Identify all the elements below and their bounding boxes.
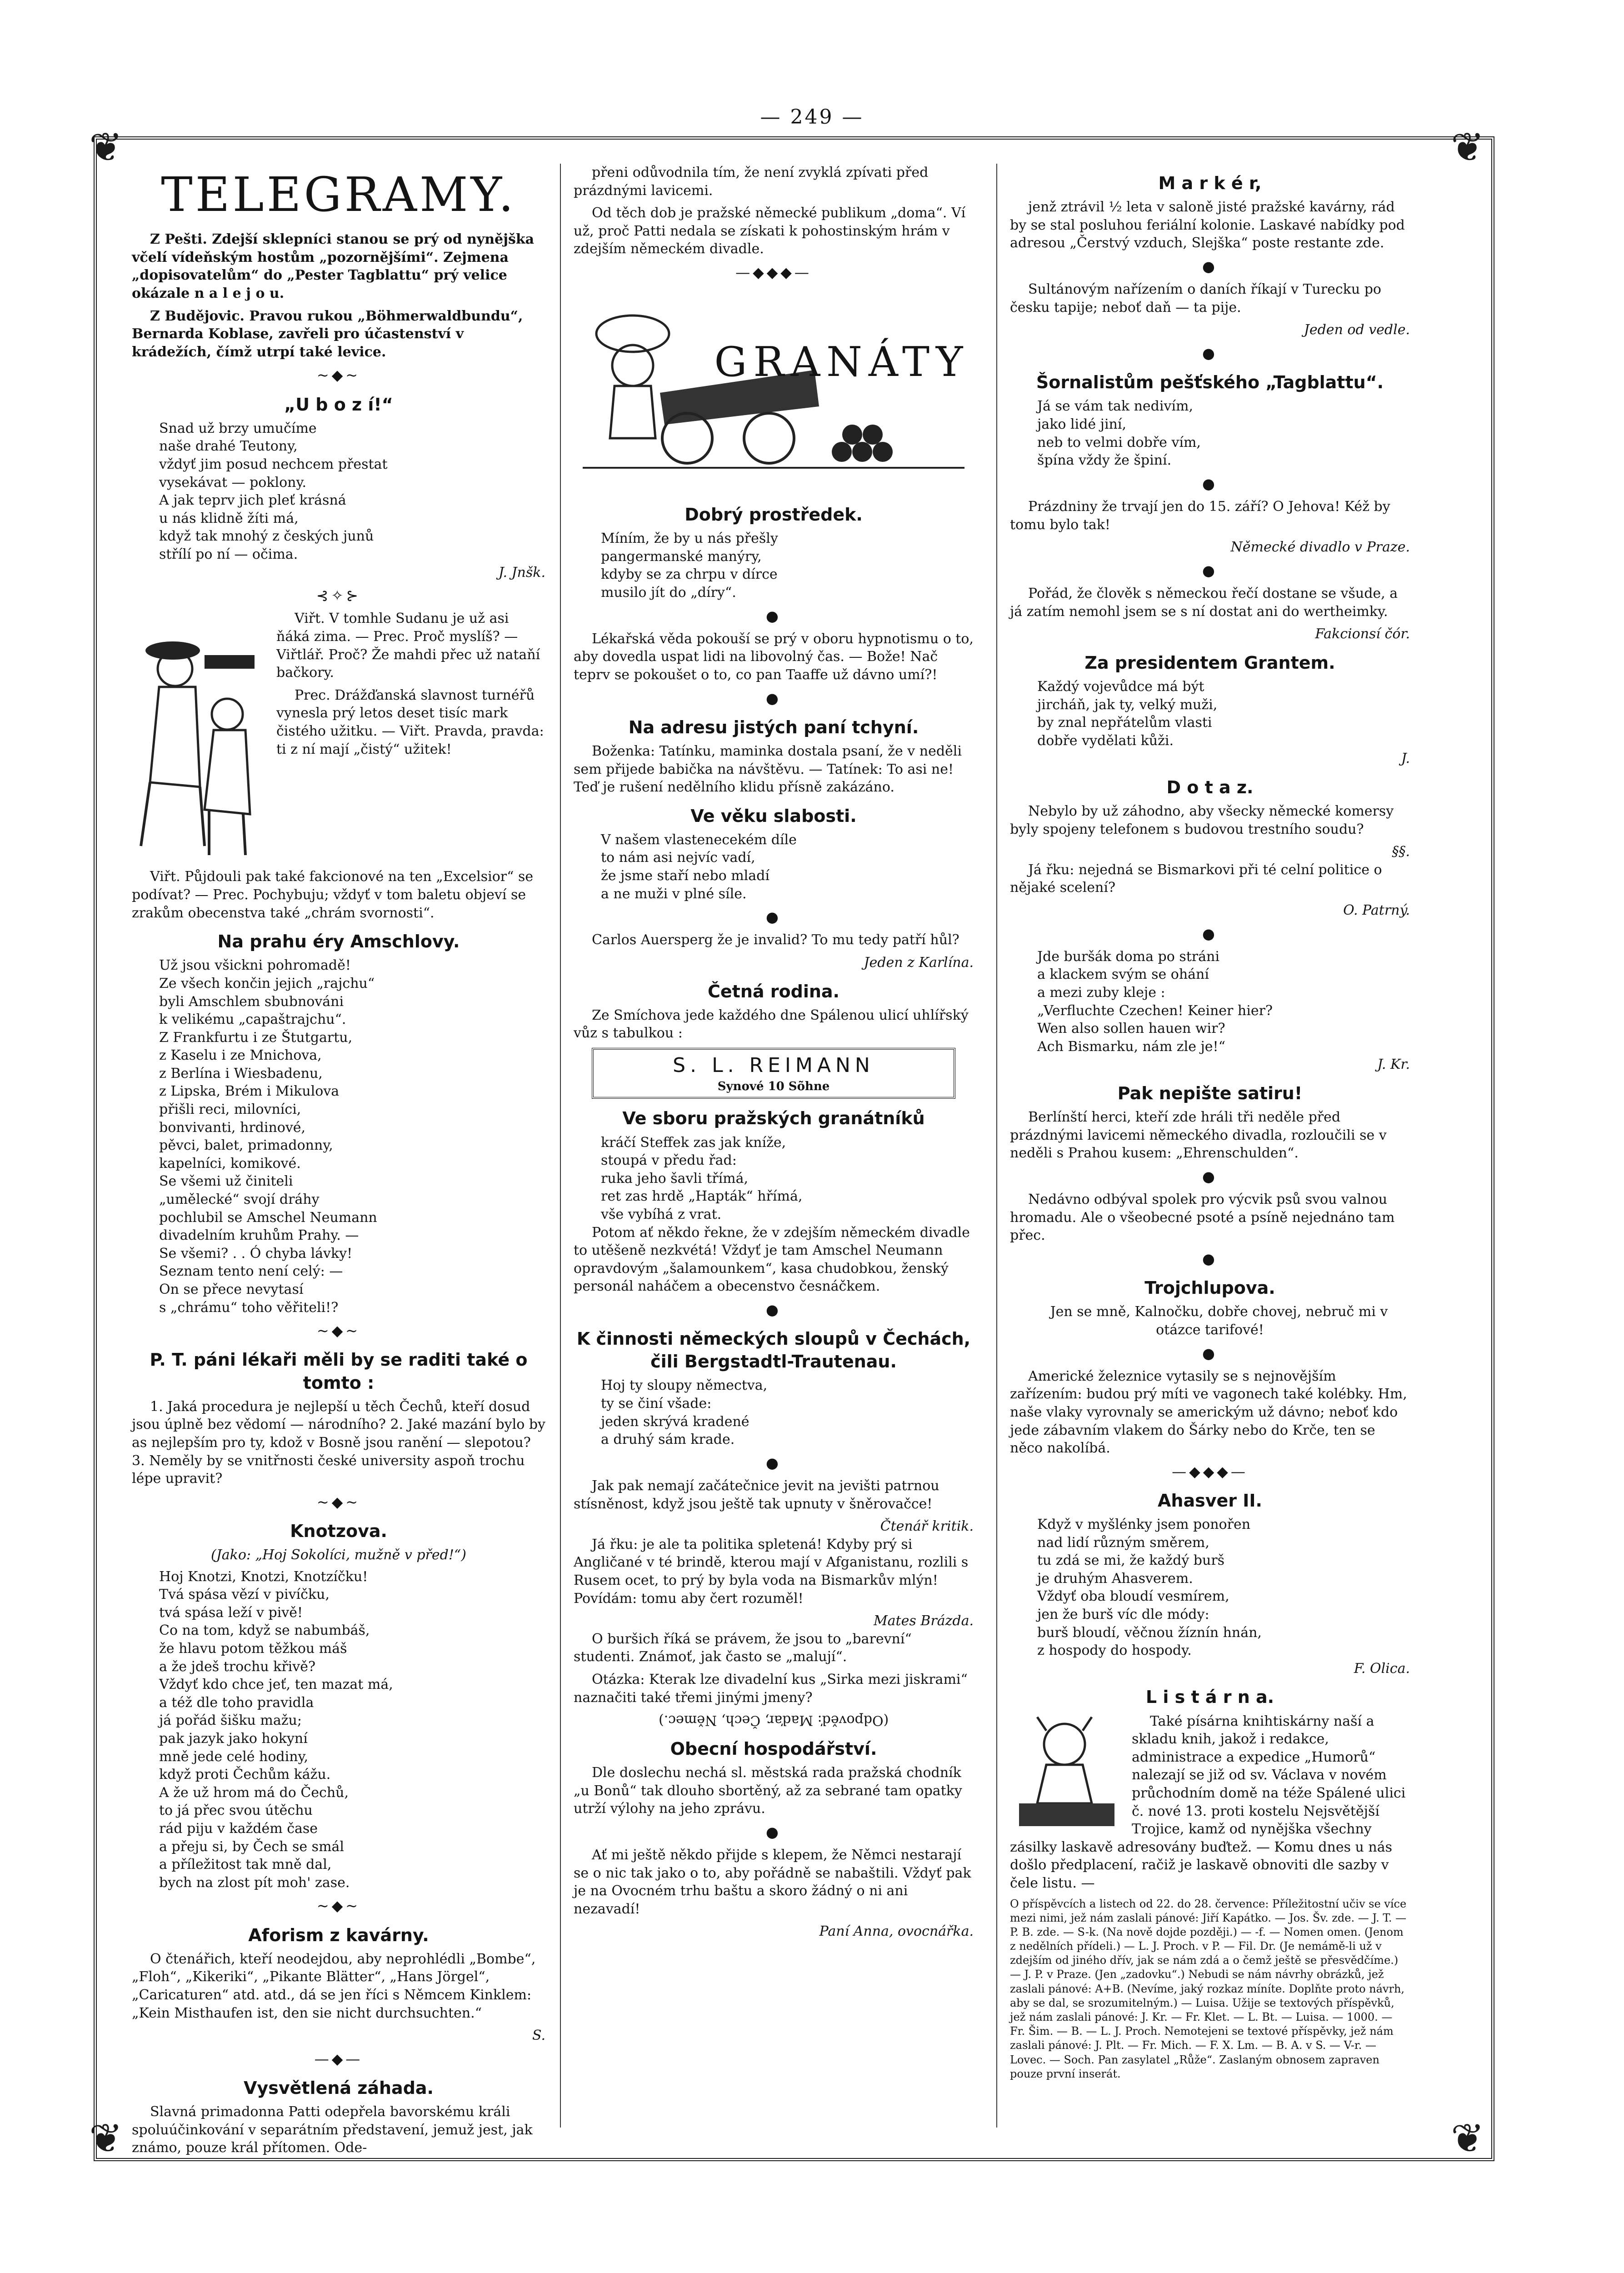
section-title: D o t a z. (1166, 777, 1254, 797)
grenade-icon: ● (1202, 1250, 1218, 1267)
grenade-icon: ● (1202, 257, 1218, 275)
article-text: Já řku: nejedná se Bismarkovi při té celní politice o nějaké scelení? (1010, 861, 1382, 896)
article-text: Jak pak nemají začátečnice jevit na jevišti patrnou stísněnost, když jsou ještě tak upnuty v šněrovačce! (574, 1478, 939, 1512)
signature: Jeden z Karlína. (864, 955, 974, 971)
section-title: P. T. páni lékaři měli by se raditi také o tomto : (150, 1350, 528, 1393)
column-rule (996, 164, 997, 2128)
section-title: Za presidentem Grantem. (1084, 652, 1335, 673)
section-title: L i s t á r n a. (1145, 1687, 1274, 1707)
article-text: Prázdniny že trvají jen do 15. září? O Jehova! Kéž by tomu bylo tak! (1010, 498, 1390, 533)
article-text: Nebylo by už záhodno, aby všecky německé komersy byly spojeny telefonem s budovou trestního soudu? (1010, 803, 1394, 837)
article-text: 1. Jaká procedura je nejlepší u těch Čechů, kteří dosud jsou úplně bez vědomí — národního? 2. Jaké mazání bylo by as nejlepším pro ty, kdož v Bosně jsou ranění — slepotou? 3. Neměly by se vnitřnosti české university aspoň trochu lépe upravit? (132, 1398, 545, 1487)
masthead: TELEGRAMY. (161, 167, 516, 222)
ornament-corner-icon: ❦ (89, 2115, 123, 2162)
telegram-pest: Z Pešti. Zdejší sklepníci stanou se prý od nynějška včelí vídeňským hostům „pozornějšími“. Zejmena „dopisovatelům“ do „Pester Tagblattu“ prý velice okázale n a l e j o u. (132, 231, 535, 302)
article-text: Ze Smíchova jede každého dne Spálenou ulicí uhlířský vůz s tabulkou : (574, 1007, 969, 1041)
poem-text: Míním, že by u nás přešly pangermanské manýry, kdyby se za chrpu v dírce musilo jít do „díry“. (601, 531, 778, 601)
section-title: Ahasver II. (1158, 1490, 1262, 1511)
banner-title: GRANÁTY (714, 338, 969, 386)
dialogue: Prec. Drážďanská slavnost turnéřů vynesla prý letos deset tisíc mark čistého užitku. — Viřt. Pravda, pravda: ti z ní mají „čistý“ užitek! (276, 687, 544, 757)
section-title: Ve věku slabosti. (690, 806, 857, 826)
signature: Paní Anna, ovocnářka. (819, 1923, 974, 1940)
section-title: Na adresu jistých paní tchyní. (628, 717, 919, 737)
signature: O. Patrný. (1343, 902, 1410, 918)
separator-icon: —◆◆◆— (1172, 1462, 1248, 1480)
article-text: Dle doslechu nechá sl. městská rada pražská chodník „u Bonů“ tak dlouho sbortěný, až za sebrané tam opatky utrží výlohy na jeho zprávu. (574, 1764, 962, 1817)
poem-text: V našem vlastenecekém díle to nám asi nejvíc vadí, že jsme staří nebo mladí a ne muži v plné síle. (601, 831, 797, 902)
ornament-corner-icon: ❦ (1451, 2115, 1484, 2162)
grenade-icon: ● (766, 607, 781, 625)
section-title: Četná rodina. (708, 981, 839, 1001)
signature: F. Olica. (1354, 1660, 1410, 1677)
dialogue: Viřt. Půjdouli pak také fakcionové na ten „Excelsior“ se podívat? — Prec. Pochybuju; vždyť v tom baletu objeví se zrakům obecenstva také „chrám svornosti“. (132, 869, 534, 921)
article-text: Pořád, že člověk s německou řečí dostane se všude, a já zatím nemohl jsem se s ní dostat ani do wertheimky. (1010, 585, 1398, 620)
telegram-budejovice: Z Budějovic. Pravou rukou „Böhmerwaldbundu“, Bernarda Koblase, zavřeli pro účastenství v krádežích, čímž utrpí také levice. (132, 308, 523, 360)
grenade-icon: ● (766, 1301, 781, 1318)
page-number: — 249 — (760, 105, 864, 129)
left-column (132, 164, 545, 2162)
signature: J. (1401, 751, 1410, 767)
article-text: Lékařská věda pokouší se prý v oboru hypnotismu o to, aby dovedla uspat lidi na libovolný čas. — Bože! Nač teprv se pokoušet o to, co pan Taaffe už dávno umí?! (574, 631, 974, 683)
article-text: Jen se mně, Kalnočku, dobře chovej, nebruč mi v otázce tarifové! (1050, 1304, 1388, 1338)
section-subtitle: (Jako: „Hoj Sokolíci, mužně v před!“) (211, 1547, 466, 1563)
poem-text: kráčí Steffek zas jak kníže, stoupá v předu řad: ruka jeho šavli třímá, ret zas hrdě „Hapták“ hřímá, vše vybíhá z vrat. (601, 1134, 803, 1222)
signature: Čtenář kritik. (880, 1518, 974, 1535)
poem-text: Snad už brzy umučíme naše drahé Teutony, vždyť jim posud nechcem přestat vysekávat — poklony. A jak teprv jich pleť krásná u nás klidně žíti má, když tak mnohý z českých junů střílí po ní — očima. (159, 420, 388, 562)
grenade-icon: ● (1202, 925, 1218, 942)
section-title: Ve sboru pražských granátníků (622, 1108, 925, 1129)
section-title: M a r k é r, (1158, 173, 1262, 193)
separator-icon: ~◆~ (316, 366, 361, 384)
article-text: jenž ztrávil ½ leta v saloně jisté pražské kavárny, rád by se stal posluhou feriální kolonie. Laskavé nabídky pod adresou „Čerstvý vzduch, Slejška“ poste restante zde. (1010, 199, 1405, 251)
section-title: Šornalistům pešťského „Tagblattu“. (1036, 372, 1384, 393)
poem-text: Hoj ty sloupy němectva, ty se činí všade: jeden skrývá kradené a druhý sám krade. (601, 1377, 768, 1448)
grenade-icon: ● (1202, 1344, 1218, 1362)
article-text: Ať mi ještě někdo přijde s klepem, že Němci nestarají se o nic tak jako o to, aby pořádně se nabaštili. Vždyť pak je na Ovocném trhu baštu a skoro žádný o ni ani nezavadí! (574, 1847, 971, 1917)
article-text: Carlos Auersperg že je invalid? To mu tedy patří hůl? (592, 932, 959, 948)
middle-column (574, 164, 974, 1941)
section-title: Trojchlupova. (1144, 1278, 1275, 1298)
article-text: Berlínští herci, kteří zde hráli tři neděle před prázdnými lavicemi německého divadla, rozloučili se v neděli s Prahou kusem: „Ehrenschulden“. (1010, 1109, 1387, 1162)
right-column (1010, 164, 1410, 2081)
grenade-icon: ● (766, 1454, 781, 1472)
separator-icon: ~◆~ (316, 1322, 361, 1340)
article-text: Sultánovým nařízením o daních říkají v Turecku po česku tapije; neboť daň — ta pije. (1010, 281, 1381, 315)
ornament-corner-icon: ❦ (89, 124, 123, 170)
sign-sub: Synové 10 Sõhne (717, 1080, 830, 1094)
ornament-corner-icon: ❦ (1451, 124, 1484, 170)
signature: Fakcionsí čór. (1315, 626, 1410, 642)
section-title: Pak nepište satiru! (1117, 1083, 1303, 1103)
grenade-icon: ● (1202, 561, 1218, 579)
poem-text: Já se vám tak nedivím, jako lidé jiní, neb to velmi dobře vím, špína vždy že špiní. (1037, 398, 1201, 469)
separator-icon: —◆◆◆— (735, 263, 812, 281)
section-title: Vysvětlená záhada. (244, 2078, 434, 2098)
article-text: O buršich říká se právem, že jsou to „barevní“ studenti. Známoť, jak často se „malují“. (574, 1631, 912, 1665)
illustration-clerk-at-desk-icon (1010, 1712, 1124, 1831)
wagon-sign (592, 1048, 955, 1099)
signature: Mates Brázda. (873, 1613, 974, 1629)
sign-name: S. L. REIMANN (673, 1054, 874, 1077)
separator-icon: —◆— (314, 2050, 363, 2068)
article-text: Otázka: Kterak lze divadelní kus „Sirka mezi jiskrami“ naznačiti také třemi jinými jmeny? (574, 1672, 968, 1706)
article-text: O čtenářich, kteří neodejdou, aby neprohlédli „Bombe“, „Floh“, „Kikeriki“, „Pikante Blätter“, „Hans Jörgel“, „Caricaturen“ atd. atd., dá se jen říci s Němcem Kinklem: „Kein Misthaufen ist, den sie nicht durchsuchten.“ (132, 1951, 536, 2021)
separator-icon: ~◆~ (316, 1897, 361, 1915)
signature: J. Jnšk. (498, 564, 545, 581)
article-text: Já řku: je ale ta politika spletená! Kdyby prý si Angličané v té brindě, kterou mají v Afganistanu, rozlili s Rusem ocet, to prý by byla voda na Bismarkův mlýn! Povídám: tomu aby čert rozuměl! (574, 1536, 969, 1607)
dialogue: Viřt. V tomhle Sudanu je už asi ňáká zima. — Prec. Proč myslíš? — Viřtlář. Proč? Že mahdi přec už nataňí bačkory. (276, 611, 540, 681)
grenade-icon: ● (1202, 344, 1218, 362)
signature: Jeden od vedle. (1304, 322, 1410, 338)
section-title: K činnosti německých sloupů v Čechách, čili Bergstadtl-Trautenau. (576, 1329, 971, 1372)
signature: S. (532, 2028, 545, 2044)
grenade-icon: ● (766, 689, 781, 707)
poem-text: Už jsou všickni pohromadě! Ze všech končin jejich „rajchu“ byli Amschlem sbubnováni k velikému „capaštrajchu“. Z Frankfurtu i ze Štutgartu, z Kaselu i ze Mnichova, z Berlína i Wiesbadenu, z Lipska, Brém i Mikulova přišli reci, milovníci, bonvivanti, hrdinové, pěvci, balet, primadonny, kapelníci, komikové. Se všemi už činiteli „umělecké“ svojí dráhy pochlubil se Amschel Neumann divadelním kruhům Prahy. — Se všemi? . . Ó chyba lávky! Seznam tento není celý: — On se přece nevytasí s „chrámu“ toho věřiteli!? (159, 957, 377, 1316)
illustration-men-talking-icon (132, 610, 268, 864)
separator-icon: ~◆~ (316, 1493, 361, 1511)
separator-icon: ⊰✧⊱ (316, 587, 361, 605)
article-text: Od těch dob je pražské německé publikum „doma“. Ví už, proč Patti nedala se získati k pohostinským hrám v zdejším německém divadle. (574, 205, 966, 257)
article-text: Boženka: Tatínku, maminka dostala psaní, že v neděli sem přijede babička na návštěvu. — Tatínek: To asi ne! Teď je rušení nedělního klidu přísně zakázáno. (574, 743, 962, 796)
grenade-icon: ● (766, 1823, 781, 1841)
section-title: Obecní hospodářství. (670, 1738, 877, 1759)
poem-text: Hoj Knotzi, Knotzi, Knotzíčku! Tvá spása vězí v pivíčku, tvá spása leží v pivě! Co na tom, když se nabumbáš, že hlavu potom těžkou máš a že jdeš trochu křivě? Vždyť kdo chce jeť, ten mazat má, a též dle toho pravidla já pořád šišku mažu; pak jazyk jako hokyní mně jede celé hodiny, když proti Čechům kážu. A že už hrom má do Čechů, to já přec svou útěchu rád piju v každém čase a přeju si, by Čech se smál a příležitost tak mně dal, bych na zlost pít moh' zase. (159, 1568, 393, 1891)
section-title: Aforism z kavárny. (248, 1925, 429, 1945)
poem-text: Když v myšlénky jsem ponořen nad lidí různým směrem, tu zdá se mi, že každý burš je druhým Ahasverem. Vždyť oba bloudí vesmírem, jen že burš víc dle módy: burš bloudí, věčnou žíznín hnán, z hospody do hospody. (1037, 1517, 1262, 1659)
article-text: Potom ať někdo řekne, že v zdejším německém divadle to utěšeně nezkvétá! Vždyť je tam Amschel Neumann opravdovým „šalamounkem“, kasa chudobkou, ženský personál naháčem a obecenstvo česnáčkem. (574, 1224, 970, 1295)
poem-text: Jde buršák doma po stráni a klackem svým se ohání a mezi zuby kleje : „Verfluchte Czechen! Keiner hier? Wen also sollen hauen wir? Ach Bismarku, nám zle je!“ (1037, 948, 1273, 1055)
poem-text: Každý vojevůdce má být jircháň, jak ty, velký muži, by znal nepřátelům vlasti dobře vydělati kůži. (1037, 678, 1218, 749)
signature: J. Kr. (1377, 1056, 1410, 1073)
signature: §§. (1392, 844, 1410, 860)
grenade-icon: ● (766, 908, 781, 926)
grenade-icon: ● (1202, 475, 1218, 492)
section-title: Na prahu éry Amschlovy. (217, 931, 460, 952)
article-text: Také písárna knihtiskárny naší a skladu knih, jakož i redakce, administrace a expedice „Humorů“ nalezají se již od sv. Václava v novém průchodním domě na téže Spálené ulici č. nové 13. proti kostelu Nejsvětější Trojice, kamž od nynějška všechny zásilky laskavě adresovány buďtež. — Komu dnes u nás došlo předplacení, račiž je laskavě obnoviti dle sazby v čele listu. — (1010, 1713, 1406, 1891)
signature: Německé divadlo v Praze. (1230, 539, 1410, 556)
article-text: Nedávno odbýval spolek pro výcvik psů svou valnou hromadu. Ale o všeobecné psoté a psíně nejednáno tam přec. (1010, 1192, 1395, 1244)
section-title: Knotzova. (290, 1521, 387, 1541)
poem-title: „U b o z í!“ (284, 394, 393, 415)
section-title: Dobrý prostředek. (685, 505, 863, 525)
article-text: Slavná primadonna Patti odepřela bavorskému králi spoluúčinkování v separátním představení, jemuž jest, jak známo, pouze král přítomen. Ode- (132, 2104, 533, 2156)
mailbox-notes: O příspěvcích a listech od 22. do 28. července: Příležitostní učiv se více mezi nimi, jež nám zaslali pánové: Jiří Kapátko. — Jos. Šv. zde. — J. T. — P. B. zde. — S-k. (Na nově dojde později.) — -f. — Nomen omen. (Jenom z nedělních přídeli.) — L. J. Proch. v P. — Fil. Dr. (Je nemámě-li už v zdejším od jiného dřív, jak se nám zdá a o čemž ještě se přesvědčíme.) — J. P. v Praze. (Jen „zadovku“.) Nebudi se nám návrhy obrázků, jež zaslali pánové: A+B. (Nevíme, jaký rozkaz míníte. Doplňte proto návrh, aby se dal, se srozumitelným.) — Luisa. Užije se textových příspěvků, jež nám zaslali pánové: J. Kr. — Fr. Klet. — L. Bt. — Luisa. — 1000. — Fr. Šim. — B. — L. J. Proch. Nemotejeni se textové příspěvky, jež nám zaslali pánové: J. Plt. — Fr. Mich. — F. X. Lm. — B. A. v S. — V-r. — Lovec. — Soch. Pan zasylatel „Růže“. Zaslaným obnosem zapraven pouze první inserát. (1010, 1897, 1407, 2080)
column-rule (560, 164, 561, 2128)
article-text: přeni odůvodnila tím, že není zvyklá zpívati před prázdnými lavicemi. (574, 165, 929, 199)
grenade-icon: ● (1202, 1167, 1218, 1185)
article-text: Americké železnice vytasily se s nejnovějším zařízením: budou prý míti ve vagonech také kolébky. Hm, naše vlaky vyrovnaly se americkým už dávno; neboť kdo jede zábavním vlakem do Šárky nebo do Krče, ten se něco nakolíbá. (1010, 1368, 1407, 1457)
riddle-answer: (Odpověď: Maďar, Čech, Němec.) (658, 1712, 889, 1728)
